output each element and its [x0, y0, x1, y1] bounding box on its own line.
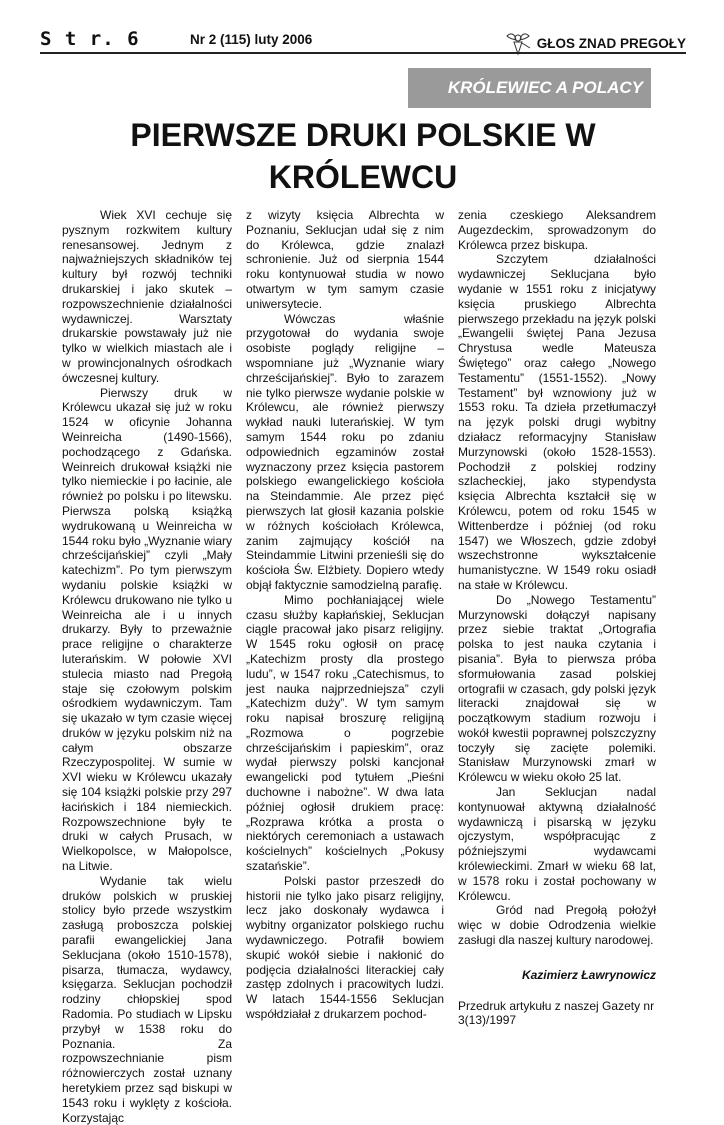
source-note: Przedruk artykułu z naszej Gazety nr 3(13)/1997	[458, 998, 655, 1028]
paragraph: Wówczas właśnie przygotował do wydania swoje osobiste poglądy religijne – wspomniane już „Wyznanie wiary chrześcijańskiej”. Było to zarazem nie tylko pierwsze wydanie polskie w Królewcu, ale również pierwszy wykład nauki luterańskiej. W tym samym 1544 roku po zdaniu odpowiednich egzaminów został wyznaczony przez księcia pastorem polskiego ewangelickiego kościoła na Steindammie. Ale przez pięć pierwszych lat głosił kazania polskie w różnych kościołach Królewca, zanim zajmujący kościół na Steindammie Litwini przenieśli się do kościoła Św. Elżbiety. Dopiero wtedy objął faktycznie samodzielną parafię.	[246, 311, 444, 592]
paragraph: Szczytem działalności wydawniczej Seklucjana było wydanie w 1551 roku z inicjatywy księcia pruskiego Albrechta pierwszego przekładu na język polski „Ewangelii świętej Pana Jezusa Chrystusa wedle Mateusza Świętego” oraz całego „Nowego Testamentu” (1551-1552). „Nowy Testament” był wznowiony już w 1553 roku. Ta dzieła przetłumaczył na język polski drugi wybitny działacz reformacyjny Stanisław Murzynowski (około 1528-1553). Pochodził z polskiej rodziny szlacheckiej, jako stypendysta księcia Albrechta kształcił się w Królewcu, potem od roku 1545 w Wittenberdze i później (od roku 1547) we Włoszech, gdzie zdobył wszechstronne wykształcenie humanistyczne. W 1549 roku osiadł na stałe w Królewcu.	[458, 252, 656, 592]
paragraph: Do „Nowego Testamentu” Murzynowski dołączył napisany przez siebie traktat „Ortografia polska to jest nauka czytania i pisania”. Była to pierwsza próba sformułowania zasad polskiej ortografii w czasach, gdy polski język literacki znajdował się w początkowym stadium rozwoju i wokół kwestii poprawnej polszczyzny toczyły się zacięte polemiki. Stanisław Murzynowski zmarł w Królewcu w wieku około 25 lat.	[458, 592, 656, 785]
paragraph: Wiek XVI cechuje się pysznym rozkwitem kultury renesansowej. Jednym z najważniejszych składników tej kultury był rozwój techniki drukarskiej i jako skutek – rozpowszechnienie działalności wydawniczej. Warsztaty drukarskie powstawały już nie tylko w wielkich miastach ale i w prowincjonalnych ośrodkach ówczesnej kultury.	[62, 208, 232, 385]
section-banner	[408, 68, 651, 108]
article-title-line-1: PIERWSZE DRUKI POLSKIE W	[130, 117, 596, 153]
page-number: S t r. 6	[40, 28, 140, 50]
article-column-2	[246, 208, 444, 1022]
paragraph: Mimo pochłaniającej wiele czasu służby kapłańskiej, Seklucjan ciągle pracował jako pisarz religijny. W 1545 roku ogłosił on pracę „Katechizm prosty dla prostego ludu”, w 1547 roku „Catechismus, to jest nauka najprzedniejsza” czyli „Katechizm duży”. W tym samym roku napisał broszurę religijną „Rozmowa o pogrzebie chrześcijańskim i papieskim”, oraz wydał pierwszy polski kancjonał ewangelicki pod tytułem „Pieśni duchowne i nabożne”. W dwa lata później ogłosił drukiem pracę: „Rozprawa krótka a prosta o niektórych ceremoniach a ustawach kościelnych” kościelnych „Pokusy szatańskie”.	[246, 592, 444, 874]
paragraph: z wizyty księcia Albrechta w Poznaniu, Seklucjan udał się z nim do Królewca, gdzie znalazł schronienie. Już od sierpnia 1544 roku kontynuował studia w nowo otwartym w tym samym czasie uniwersytecie.	[246, 208, 444, 311]
paragraph: Pierwszy druk w Królewcu ukazał się już w roku 1524 w oficynie Johanna Weinreicha (1490-1566), pochodzącego z Gdańska. Weinreich drukował książki nie tylko niemieckie i po łacinie, ale również po polsku i po litewsku. Pierwsza polską książką wydrukowaną u Weinreicha w 1544 roku było „Wyznanie wiary chrześcijańskiej” czyli „Mały katechizm”. Po tym pierwszym wydaniu polskie książki w Królewcu drukowano nie tylko u Weinreicha ale i u innych drukarzy. Były to przeważnie prace religijne o charakterze luterańskim. W połowie XVI stulecia miasto nad Pregołą staje się czołowym polskim ośrodkiem wydawniczym. Tam się ukazało w tym czasie więcej druków w języku polskim niż na całym obszarze Rzeczypospolitej. W sumie w XVI wieku w Królewcu ukazały się 104 książki polskie przy 297 łacińskich i 184 niemieckich. Rozpowszechnione były te druki w całych Prusach, w Wielkopolsce, w Małopolsce, na Litwie.	[62, 385, 232, 874]
section-label: KRÓLEWIEC A POLACY	[447, 78, 643, 97]
paragraph: Polski pastor przeszedł do historii nie tylko jako pisarz religijny, lecz jako doskonały wydawca i wybitny organizator polskiego ruchu wydawniczego. Potrafił bowiem skupić wokół siebie i nakłonić do podjęcia działalności literackiej cały zastęp zdolnych i pracowitych ludzi. W latach 1544-1556 Seklucjan współdziałał z drukarzem pochod-	[246, 873, 444, 1022]
paragraph: Wydanie tak wielu druków polskich w pruskiej stolicy było przede wszystkim zasługą proboszcza polskiej parafii ewangelickiej Jana Seklucjana (około 1510-1578), pisarza, tłumacza, wydawcy, księgarza. Seklucjan pochodził rodziny chłopskiej spod Radomia. Po studiach w Lipsku przybył w 1538 roku do Poznania. Za rozpowszechnianie pism różnowierczych został uznany heretykiem przez sąd biskupi w 1543 roku i wyklęty z kościoła. Korzystając	[62, 873, 232, 1125]
masthead-title: GŁOS ZNAD PREGOŁY	[536, 35, 686, 51]
header-rule	[40, 52, 686, 54]
paragraph: Gród nad Pregołą położył więc w dobie Odrodzenia wielkie zasługi dla naszej kultury narodowej.	[458, 903, 656, 948]
article-column-1	[62, 208, 232, 1125]
article-title	[40, 114, 686, 198]
article-title-line-2: KRÓLEWCU	[268, 159, 458, 195]
paragraph: Jan Seklucjan nadal kontynuował aktywną działalność wydawniczą i pisarską w języku ojczystym, współpracując z późniejszymi wydawcami królewieckimi. Zmarł w wieku 68 lat, w 1578 roku i został pochowany w Królewcu.	[458, 785, 656, 903]
article-column-3	[458, 208, 656, 1028]
article-author: Kazimierz Ławrynowicz	[521, 967, 656, 982]
issue-info: Nr 2 (115) luty 2006	[190, 32, 313, 47]
paragraph: zenia czeskiego Aleksandrem Augezdeckim, sprowadzonym do Królewca przez biskupa.	[458, 208, 656, 252]
